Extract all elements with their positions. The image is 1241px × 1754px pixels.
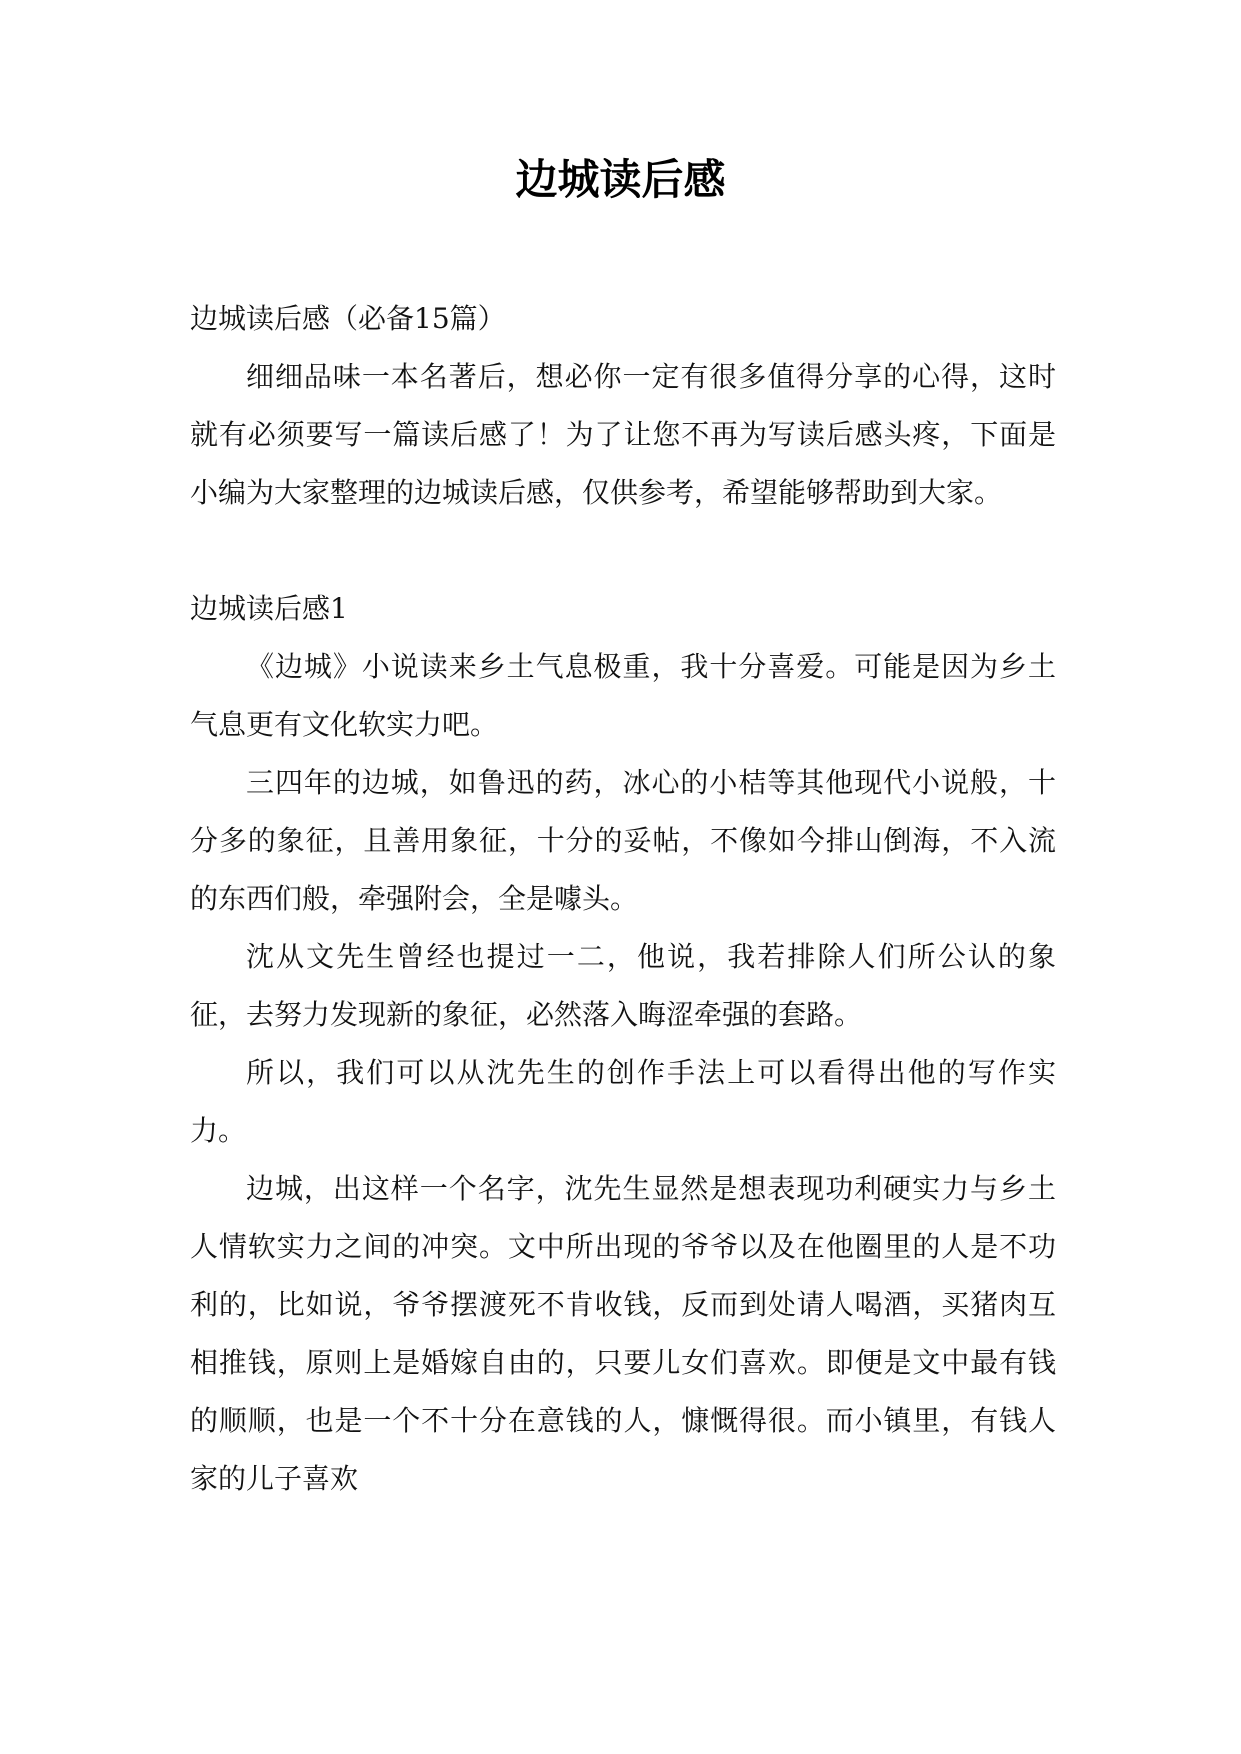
intro-heading: 边城读后感（必备15篇）	[190, 302, 506, 335]
section-spacer	[190, 522, 1056, 580]
section-heading: 边城读后感1	[190, 592, 348, 625]
body-paragraph: 边城，出这样一个名字，沈先生显然是想表现功利硬实力与乡土人情软实力之间的冲突。文中所出现的爷爷以及在他圈里的人是不功利的，比如说，爷爷摆渡死不肯收钱，反而到处请人喝酒，买猪肉互相推钱，原则上是婚嫁自由的，只要儿女们喜欢。即便是文中最有钱的顺顺，也是一个不十分在意钱的人，慷慨得很。而小镇里，有钱人家的儿子喜欢	[190, 1172, 1056, 1495]
body-paragraph: 三四年的边城，如鲁迅的药，冰心的小桔等其他现代小说般，十分多的象征，且善用象征，十分的妥帖，不像如今排山倒海，不入流的东西们般，牵强附会，全是噱头。	[190, 766, 1056, 915]
body-paragraph: 所以，我们可以从沈先生的创作手法上可以看得出他的写作实力。	[190, 1056, 1056, 1147]
document-title: 边城读后感	[515, 155, 726, 204]
intro-paragraph: 细细品味一本名著后，想必你一定有很多值得分享的心得，这时就有必须要写一篇读后感了！为了让您不再为写读后感头疼，下面是小编为大家整理的边城读后感，仅供参考，希望能够帮助到大家。	[190, 360, 1056, 509]
body-paragraph: 《边城》小说读来乡土气息极重，我十分喜爱。可能是因为乡土气息更有文化软实力吧。	[190, 650, 1056, 741]
document-body	[190, 290, 1056, 1508]
body-paragraph: 沈从文先生曾经也提过一二，他说，我若排除人们所公认的象征，去努力发现新的象征，必然落入晦涩牵强的套路。	[190, 940, 1056, 1031]
